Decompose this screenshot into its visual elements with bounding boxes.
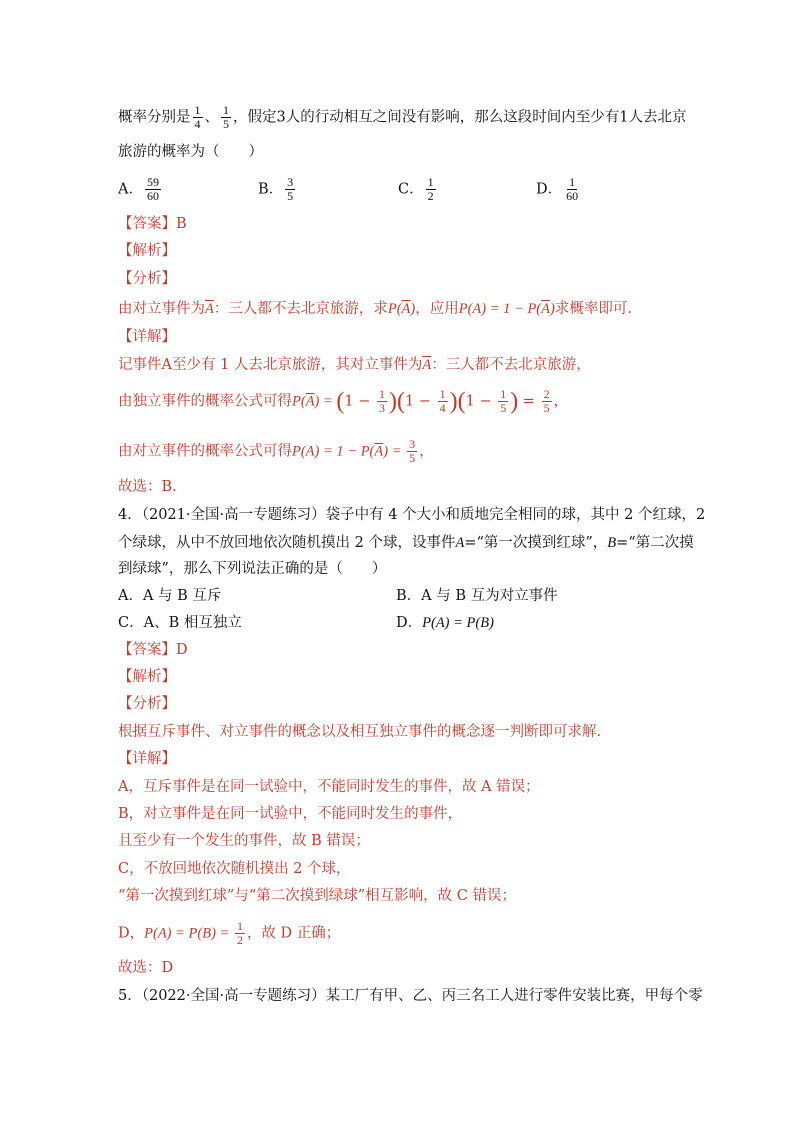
q3-option-b: B． $\frac{3}{5}$ <box>258 175 294 203</box>
q4-stem-line3: 到绿球”，那么下列说法正确的是（ ） <box>118 561 387 577</box>
q3-detail-line3: 由对立事件的概率公式可得$P(A) = 1 - P(\overline{A})$ = $\frac{3}{5}$ ， <box>118 437 434 465</box>
q3-stem-line1: 概率分别是 $\frac{1}{4}$ 、 $\frac{1}{5}$ ，假定3人的行动相互之间没有影响，那么这段时间内至少有1人去北京 <box>118 103 687 131</box>
q4-analysis-tag: 【解析】 <box>118 669 176 685</box>
q4-option-a: A．A 与 B 互斥 <box>118 588 222 604</box>
q4-fenxi-tag: 【分析】 <box>118 696 176 712</box>
q4-detail-line4: C，不放回地依次随机摸出 2 个球， <box>118 861 351 877</box>
q4-option-c: C．A、B 相互独立 <box>118 615 242 631</box>
q4-stem-line2: 个绿球，从中不放回地依次随机摸出 2 个球，设事件A=“第一次摸到红球”，B=“第二次摸 <box>118 535 694 551</box>
q4-detail-line2: B，对立事件是在同一试验中，不能同时发生的事件， <box>118 806 463 822</box>
q5-stem-line1: 5．（2022·全国·高一专题练习）某工厂有甲、乙、丙三名工人进行零件安装比赛，甲每个零 <box>118 988 703 1004</box>
q3-option-c: C． $\frac{1}{2}$ <box>398 175 434 203</box>
q3-option-a: A． $\frac{59}{60}$ <box>118 175 159 203</box>
fraction-1-5: $\frac{1}{5}$ <box>223 103 229 131</box>
q3-conclusion: 故选：B. <box>118 479 177 495</box>
q3-detail-line1: 记事件A至少有 1 人去北京旅游，其对立事件为$\overline{A}$：三人都不去北京旅游， <box>118 357 591 373</box>
q4-option-b: B．A 与 B 互为对立事件 <box>396 588 558 604</box>
q4-detail-line1: A，互斥事件是在同一试验中，不能同时发生的事件，故 A 错误； <box>118 779 540 795</box>
q3-option-d: D． $\frac{1}{60}$ <box>536 175 579 203</box>
q4-option-d: D．P(A) = P(B) <box>396 615 494 631</box>
q4-fenxi-text: 根据互斥事件、对立事件的概念以及相互独立事件的概念逐一判断即可求解. <box>118 724 602 740</box>
q3-analysis-tag: 【解析】 <box>118 243 176 259</box>
q3-xiangjie-tag: 【详解】 <box>118 329 176 345</box>
q3-answer: 【答案】B <box>118 216 187 232</box>
q4-conclusion: 故选：D <box>118 960 174 976</box>
fraction-1-4: $\frac{1}{4}$ <box>194 103 201 131</box>
q3-fenxi-text: 由对立事件为$\overline{A}$：三人都不去北京旅游，求$P(\overline{A})$，应用$P(A) = 1 - P(\overline{A})$求概率即可. <box>118 301 632 317</box>
q3-stem-line2: 旅游的概率为（ ） <box>118 144 263 160</box>
q4-detail-line6: D，P(A) = P(B) = $\frac{1}{2}$ ，故 D 正确； <box>118 919 341 947</box>
q4-detail-line3: 且至少有一个发生的事件，故 B 错误； <box>118 833 370 849</box>
q3-fenxi-tag: 【分析】 <box>118 271 176 287</box>
q3-detail-line2: 由独立事件的概率公式可得$P(\overline{A}) = (1$ − $\frac{1}{3}$ )(1 − $\frac{1}{4}$ )(1 − $\frac{1}{5}$ ) = $\frac{2}{5}$ ， <box>118 387 569 415</box>
q4-stem-line1: 4．（2021·全国·高一专题练习）袋子中有 4 个大小和质地完全相同的球，其中 2 个红球，2 <box>118 507 706 523</box>
q4-detail-line5: “第一次摸到红球”与“第二次摸到绿球”相互影响，故 C 错误； <box>118 888 516 904</box>
q4-answer: 【答案】D <box>118 642 188 658</box>
q4-xiangjie-tag: 【详解】 <box>118 751 176 767</box>
